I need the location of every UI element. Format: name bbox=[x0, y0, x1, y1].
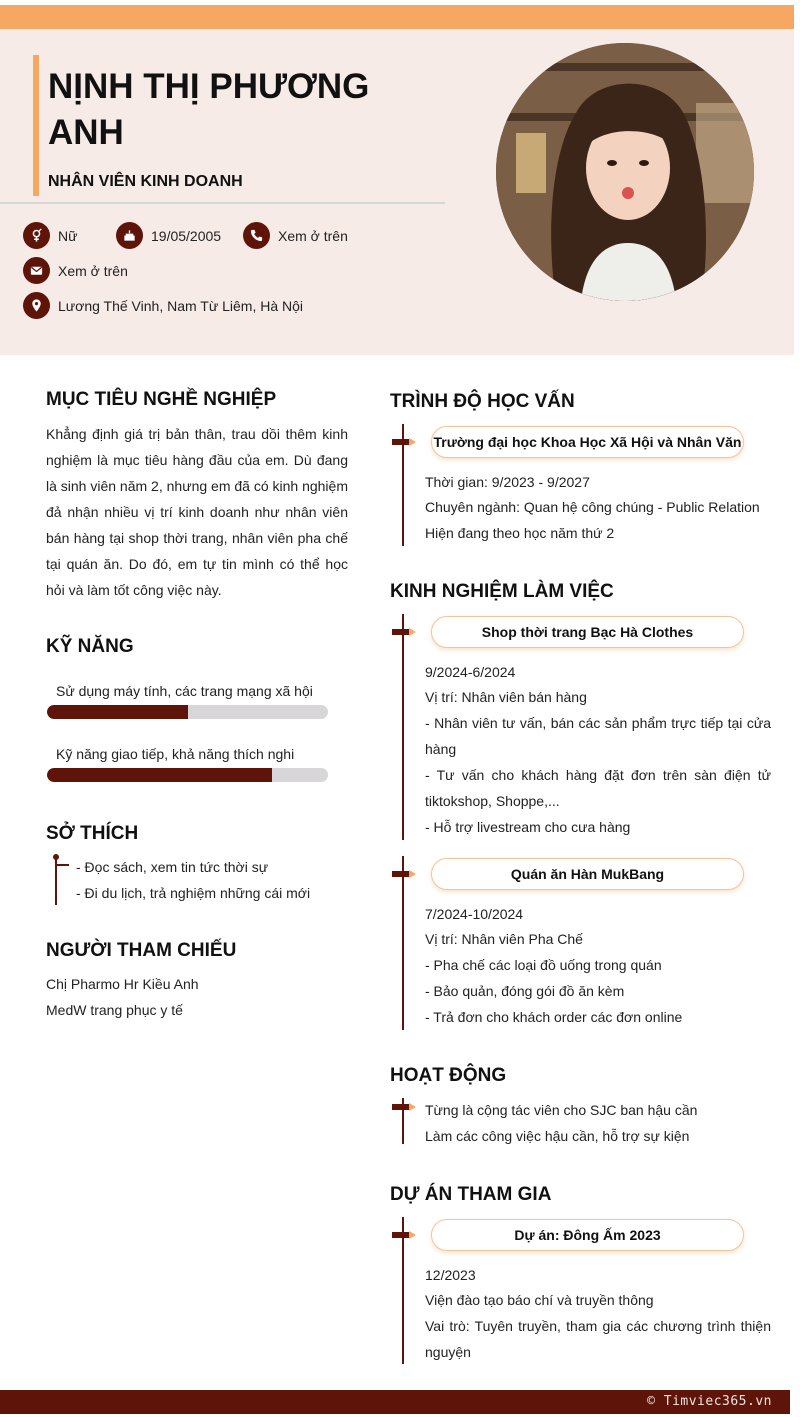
info-gender bbox=[23, 222, 77, 249]
education-line: Chuyên ngành: Quan hệ công chúng - Public Relation bbox=[425, 499, 760, 515]
job-duty: - Hỗ trợ livestream cho cưa hàng bbox=[425, 819, 631, 835]
job-position: Vị trí: Nhân viên Pha Chế bbox=[425, 931, 583, 947]
email-icon bbox=[23, 257, 50, 284]
company-name: Quán ăn Hàn MukBang bbox=[431, 858, 744, 890]
job-title: NHÂN VIÊN KINH DOANH bbox=[48, 173, 243, 190]
info-email bbox=[23, 257, 128, 284]
projects-title: DỰ ÁN THAM GIA bbox=[390, 1184, 552, 1205]
timeline-marker bbox=[392, 439, 410, 445]
education-line: Hiện đang theo học năm thứ 2 bbox=[425, 525, 615, 541]
name-accent-bar bbox=[33, 55, 39, 196]
skill-bar-fill bbox=[47, 705, 188, 719]
education-line: Thời gian: 9/2023 - 9/2027 bbox=[425, 474, 590, 490]
timeline-marker bbox=[392, 1232, 410, 1238]
reference-line: Chị Pharmo Hr Kiều Anh bbox=[46, 976, 199, 992]
skill-label: Kỹ năng giao tiếp, khả năng thích nghi bbox=[56, 746, 295, 762]
gender-icon bbox=[23, 222, 50, 249]
header-divider bbox=[0, 202, 445, 204]
education-title: TRÌNH ĐỘ HỌC VẤN bbox=[390, 391, 575, 412]
job-position: Vị trí: Nhân viên bán hàng bbox=[425, 689, 587, 705]
location-icon bbox=[23, 292, 50, 319]
job-period: 9/2024-6/2024 bbox=[425, 664, 516, 680]
timeline-marker-tip bbox=[409, 438, 416, 446]
skill-bar-fill bbox=[47, 768, 272, 782]
info-birthday bbox=[116, 222, 221, 249]
job-duty: - Bảo quản, đóng gói đồ ăn kèm bbox=[425, 983, 625, 999]
timeline-marker-tip bbox=[409, 870, 416, 878]
skill-label: Sử dụng máy tính, các trang mạng xã hội bbox=[56, 683, 313, 699]
project-org: Viện đào tạo báo chí và truyền thông bbox=[425, 1292, 654, 1308]
address-value: Lương Thế Vinh, Nam Từ Liêm, Hà Nội bbox=[58, 297, 304, 314]
job-duty: - Trả đơn cho khách order các đơn online bbox=[425, 1009, 683, 1025]
hobby-item: - Đọc sách, xem tin tức thời sự bbox=[76, 859, 269, 875]
footer-bar bbox=[0, 1390, 790, 1414]
email-value: Xem ở trên bbox=[58, 262, 128, 279]
timeline-marker-tip bbox=[409, 1103, 416, 1111]
job-duty: - Pha chế các loại đồ uống trong quán bbox=[425, 957, 662, 973]
reference-line: MedW trang phục y tế bbox=[46, 1002, 183, 1018]
skill-bar bbox=[47, 768, 328, 782]
skill-bar bbox=[47, 705, 328, 719]
experience-timeline bbox=[402, 614, 404, 840]
school-name: Trường đại học Khoa Học Xã Hội và Nhân Văn bbox=[431, 426, 744, 458]
candidate-name: NỊNH THỊ PHƯƠNG ANH bbox=[48, 67, 370, 152]
info-phone bbox=[243, 222, 348, 249]
company-name: Shop thời trang Bạc Hà Clothes bbox=[431, 616, 744, 648]
profile-photo bbox=[496, 43, 754, 301]
timeline-tick bbox=[57, 864, 69, 866]
phone-icon bbox=[243, 222, 270, 249]
top-accent-bar bbox=[0, 5, 794, 29]
timeline-dot bbox=[53, 854, 59, 860]
activity-line: Từng là cộng tác viên cho SJC ban hậu cần bbox=[425, 1102, 698, 1118]
career-goal-title: MỤC TIÊU NGHỀ NGHIỆP bbox=[46, 389, 277, 410]
references-title: NGƯỜI THAM CHIẾU bbox=[46, 940, 237, 961]
experience-timeline bbox=[402, 856, 404, 1030]
gender-value: Nữ bbox=[58, 227, 78, 244]
timeline-marker bbox=[392, 1104, 410, 1110]
phone-value: Xem ở trên bbox=[278, 227, 348, 244]
timeline-marker bbox=[392, 871, 410, 877]
birthday-value: 19/05/2005 bbox=[151, 227, 222, 244]
job-duty: - Tư vấn cho khách hàng đặt đơn trên sàn điện tử tiktokshop, Shoppe,... bbox=[425, 767, 771, 809]
career-goal-text: Khẳng định giá trị bản thân, trau dồi thêm kinh nghiệm là mục tiêu hàng đầu của em. Dù đang là sinh viên năm 2, nhưng em đã có kinh nghiệm đả nhận nhiều vị trí kinh doanh như nhân viên bán hàng tại shop thời trang, nhân viên pha chế tại quán ăn. Do đó, em tự tin mình có thể học hỏi và làm tốt công việc này. bbox=[46, 426, 348, 598]
hobby-item: - Đi du lịch, trả nghiệm những cái mới bbox=[76, 885, 311, 901]
birthday-cake-icon bbox=[116, 222, 143, 249]
footer-credit: © Timviec365.vn bbox=[647, 1394, 772, 1409]
experience-title: KINH NGHIỆM LÀM VIỆC bbox=[390, 581, 614, 602]
job-period: 7/2024-10/2024 bbox=[425, 906, 524, 922]
timeline-marker bbox=[392, 629, 410, 635]
project-date: 12/2023 bbox=[425, 1267, 476, 1283]
project-name: Dự án: Đông Ấm 2023 bbox=[431, 1219, 744, 1251]
activities-title: HOẠT ĐỘNG bbox=[390, 1065, 507, 1086]
activity-line: Làm các công việc hậu cần, hỗ trợ sự kiện bbox=[425, 1128, 690, 1144]
hobbies-title: SỞ THÍCH bbox=[46, 823, 139, 844]
timeline-marker-tip bbox=[409, 1231, 416, 1239]
project-role: Vai trò: Tuyên truyền, tham gia các chương trình thiện nguyện bbox=[425, 1318, 771, 1360]
info-address bbox=[23, 292, 303, 319]
projects-timeline bbox=[402, 1217, 404, 1364]
skills-title: KỸ NĂNG bbox=[46, 636, 134, 657]
job-duty: - Nhân viên tư vấn, bán các sản phẩm trực tiếp tại cửa hàng bbox=[425, 715, 771, 757]
timeline-marker-tip bbox=[409, 628, 416, 636]
